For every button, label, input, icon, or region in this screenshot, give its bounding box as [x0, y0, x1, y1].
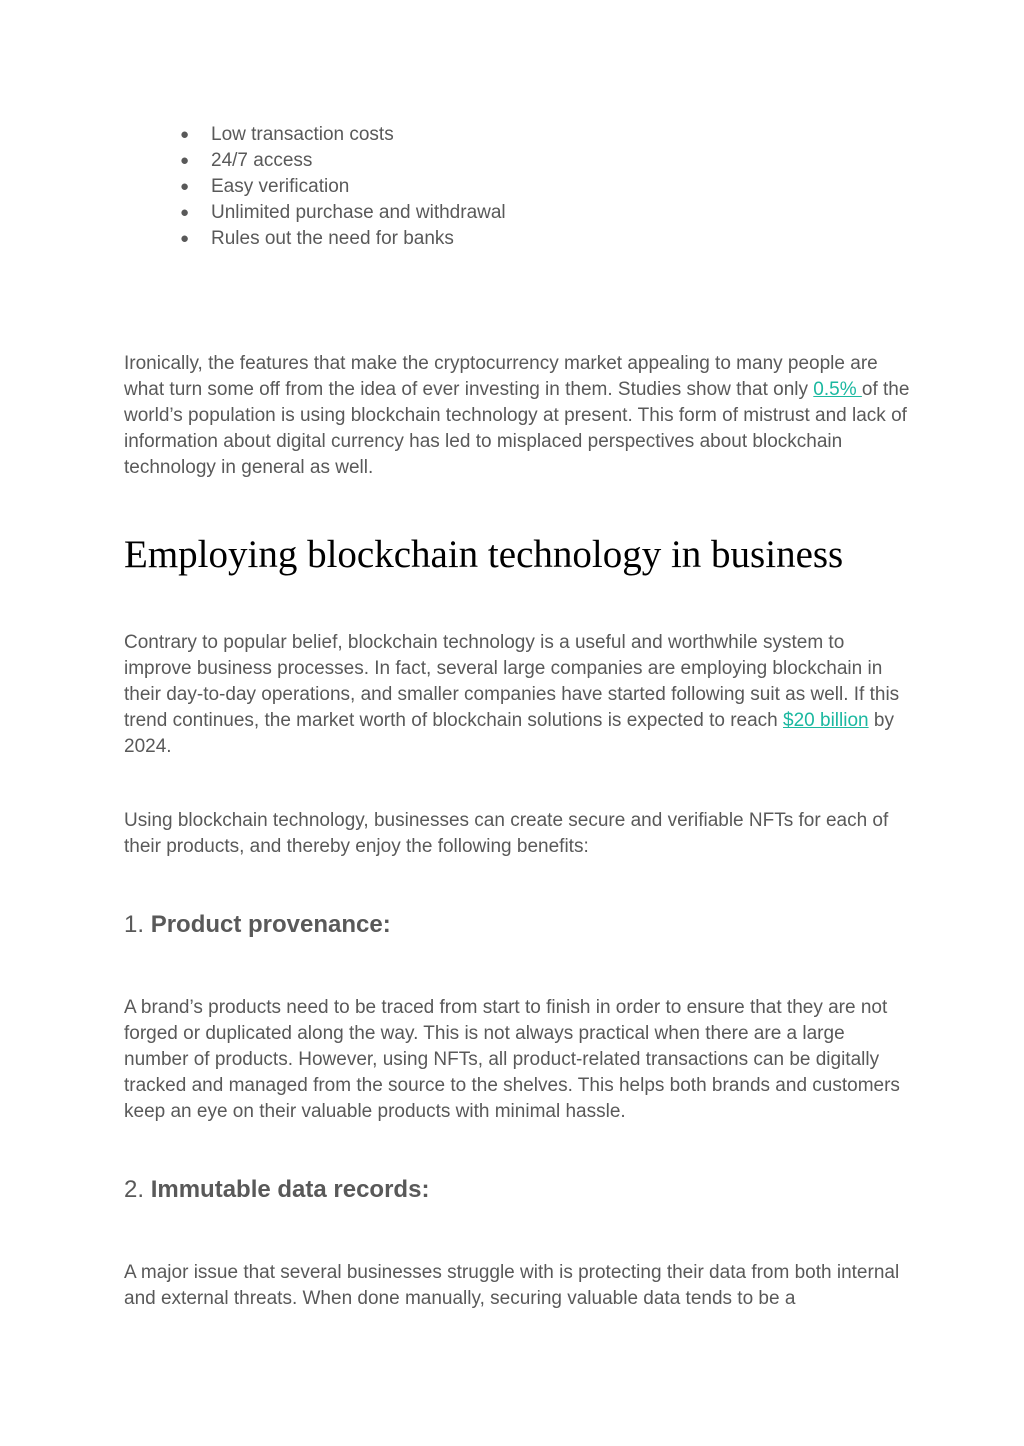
- subheading-immutable-records: 2. Immutable data records:: [124, 1176, 430, 1203]
- list-item: ● Low transaction costs: [180, 122, 506, 148]
- benefits-list: [180, 122, 506, 252]
- section-heading: Employing blockchain technology in business: [124, 533, 844, 576]
- bullet-icon: ●: [180, 152, 190, 169]
- paragraph-adoption: Ironically, the features that make the cryptocurrency market appealing to many people are what turn some off from the idea of ever investing in them. Studies show that only 0.5% of the world’s population is using blockchain technology at present. This form of mistrust and lack of information about digital currency has led to misplaced perspectives about blockchain technology in general as well.: [124, 353, 910, 478]
- paragraph-market: Contrary to popular belief, blockchain technology is a useful and worthwhile system to improve business processes. In fact, several large companies are employing blockchain in their day-to-day operations, and smaller companies have started following suit as well. If this trend continues, the market worth of blockchain solutions is expected to reach $20 billion by 2024.: [124, 632, 900, 757]
- paragraph-provenance: A brand’s products need to be traced from start to finish in order to ensure that they are not forged or duplicated along the way. This is not always practical when there are a large number of products. However, using NFTs, all product-related transactions can be digitally tracked and managed from the source to the shelves. This helps both brands and customers keep an eye on their valuable products with minimal hassle.: [124, 997, 900, 1122]
- bullet-icon: ●: [180, 204, 190, 221]
- bullet-icon: ●: [180, 178, 190, 195]
- subheading-product-provenance: 1. Product provenance:: [124, 911, 391, 938]
- list-item: ● Unlimited purchase and withdrawal: [180, 200, 506, 226]
- list-item: ● 24/7 access: [180, 148, 506, 174]
- paragraph-data-protection: A major issue that several businesses struggle with is protecting their data from both internal and external threats. When done manually, securing valuable data tends to be a: [124, 1262, 900, 1309]
- market-worth-link[interactable]: $20 billion: [783, 710, 869, 731]
- bullet-icon: ●: [180, 126, 190, 143]
- list-item: ● Easy verification: [180, 174, 506, 200]
- population-stat-link[interactable]: 0.5%: [813, 379, 862, 400]
- bullet-icon: ●: [180, 230, 190, 247]
- list-item: ● Rules out the need for banks: [180, 226, 506, 252]
- paragraph-nft-benefits: Using blockchain technology, businesses can create secure and verifiable NFTs for each of their products, and thereby enjoy the following benefits:: [124, 810, 889, 857]
